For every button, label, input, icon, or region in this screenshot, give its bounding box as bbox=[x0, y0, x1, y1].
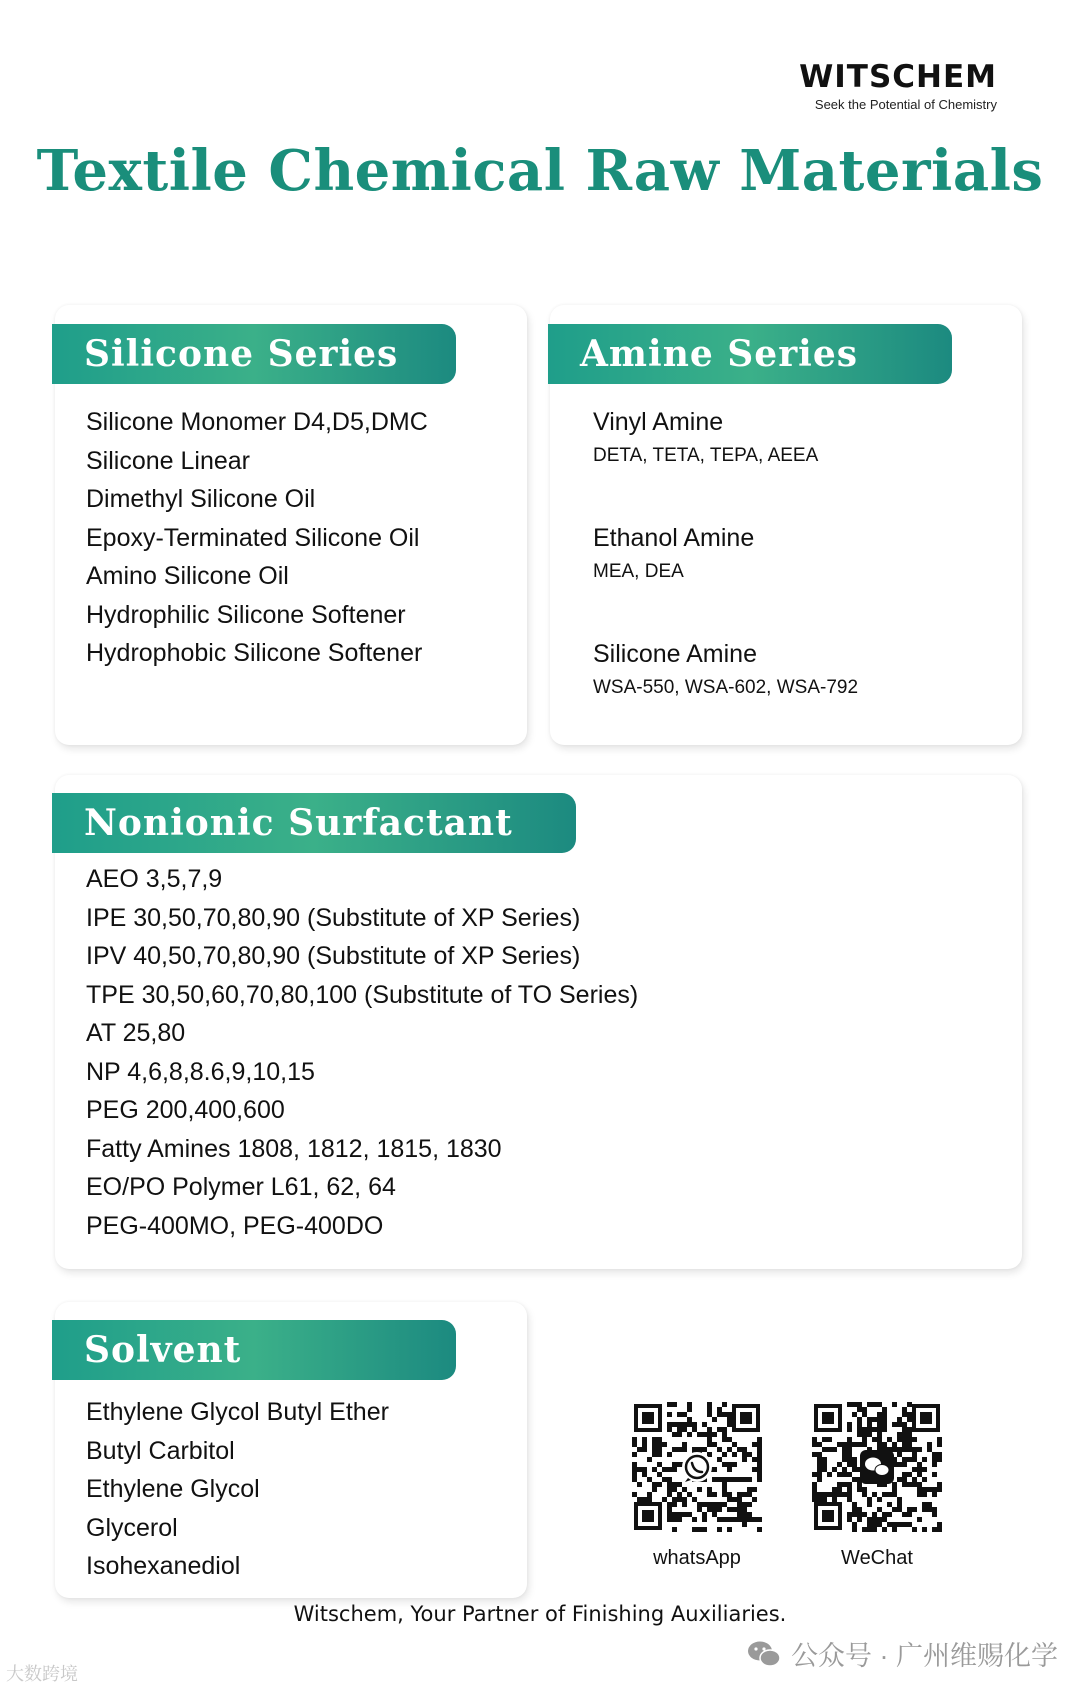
whatsapp-icon bbox=[682, 1452, 712, 1482]
whatsapp-label: whatsApp bbox=[653, 1547, 741, 1569]
list-item: AEO 3,5,7,9 bbox=[86, 865, 223, 893]
nonionic-list bbox=[86, 860, 638, 1245]
list-item: IPE 30,50,70,80,90 (Substitute of XP Series) bbox=[86, 903, 581, 932]
wechat-icon bbox=[860, 1450, 894, 1484]
nonionic-heading: Nonionic Surfactant bbox=[52, 793, 576, 853]
amine-group-name: Vinyl Amine bbox=[593, 408, 724, 436]
amine-group-ethanol bbox=[593, 519, 754, 587]
brand-logo bbox=[799, 59, 997, 112]
brand-name: WITSCHEM bbox=[799, 59, 997, 95]
list-item: PEG-400MO, PEG-400DO bbox=[86, 1211, 384, 1240]
amine-group-name: Silicone Amine bbox=[593, 640, 757, 668]
list-item: IPV 40,50,70,80,90 (Substitute of XP Series) bbox=[86, 942, 581, 970]
list-item: Silicone Monomer D4,D5,DMC bbox=[86, 408, 428, 436]
amine-group-sub: DETA, TETA, TEPA, AEEA bbox=[593, 445, 819, 466]
silicone-list bbox=[86, 403, 428, 673]
list-item: TPE 30,50,60,70,80,100 (Substitute of TO Series) bbox=[86, 980, 639, 1009]
list-item: PEG 200,400,600 bbox=[86, 1096, 285, 1124]
amine-group-silicone bbox=[593, 635, 858, 703]
amine-group-vinyl bbox=[593, 403, 818, 471]
wechat-label: WeChat bbox=[841, 1547, 913, 1569]
list-item: Hydrophilic Silicone Softener bbox=[86, 600, 406, 629]
watermark-right-text: 公众号 · 广州维赐化学 bbox=[791, 1641, 1058, 1671]
watermark-left: 大数跨境 bbox=[6, 1664, 78, 1684]
list-item: Hydrophobic Silicone Softener bbox=[86, 639, 423, 667]
list-item: Amino Silicone Oil bbox=[86, 562, 289, 590]
amine-heading: Amine Series bbox=[548, 324, 952, 384]
page-title: Textile Chemical Raw Materials bbox=[36, 138, 1044, 204]
amine-group-name: Ethanol Amine bbox=[593, 524, 755, 552]
watermark-right bbox=[747, 1634, 1058, 1673]
list-item: Isohexanediol bbox=[86, 1552, 241, 1580]
list-item: Dimethyl Silicone Oil bbox=[86, 485, 316, 513]
list-item: EO/PO Polymer L61, 62, 64 bbox=[86, 1173, 396, 1201]
footer-slogan: Witschem, Your Partner of Finishing Auxiliaries. bbox=[293, 1602, 787, 1626]
silicone-heading: Silicone Series bbox=[52, 324, 456, 384]
list-item: Ethylene Glycol bbox=[86, 1475, 260, 1503]
list-item: Ethylene Glycol Butyl Ether bbox=[86, 1398, 389, 1426]
solvent-list bbox=[86, 1393, 389, 1586]
whatsapp-qr-code[interactable] bbox=[632, 1402, 762, 1532]
list-item: Butyl Carbitol bbox=[86, 1436, 235, 1465]
wechat-qr-code[interactable] bbox=[812, 1402, 942, 1532]
list-item: Fatty Amines 1808, 1812, 1815, 1830 bbox=[86, 1134, 502, 1163]
amine-group-sub: MEA, DEA bbox=[593, 561, 684, 582]
list-item: Silicone Linear bbox=[86, 446, 250, 475]
solvent-heading: Solvent bbox=[52, 1320, 456, 1380]
list-item: AT 25,80 bbox=[86, 1019, 186, 1047]
list-item: Glycerol bbox=[86, 1513, 178, 1542]
brand-tagline: Seek the Potential of Chemistry bbox=[814, 97, 997, 112]
list-item: NP 4,6,8,8.6,9,10,15 bbox=[86, 1057, 315, 1086]
amine-group-sub: WSA-550, WSA-602, WSA-792 bbox=[593, 677, 859, 698]
list-item: Epoxy-Terminated Silicone Oil bbox=[86, 523, 420, 552]
wechat-icon bbox=[747, 1640, 781, 1668]
